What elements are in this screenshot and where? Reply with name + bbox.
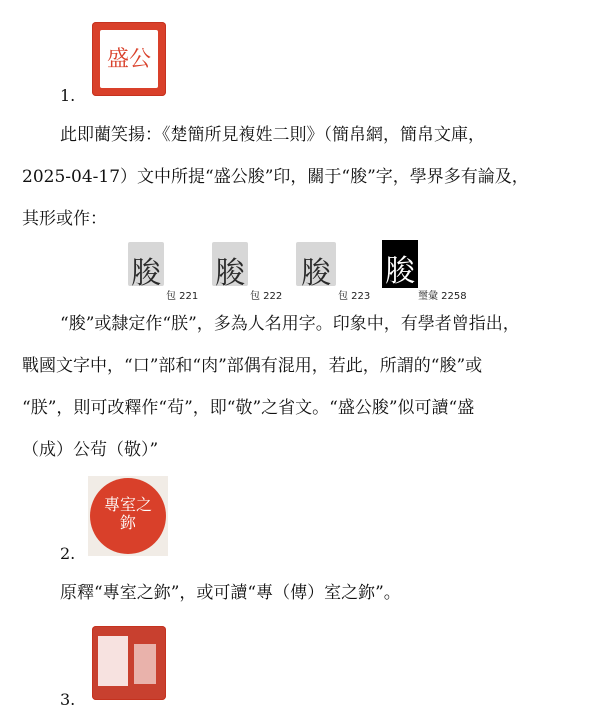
glyph-image-1 [128,242,164,291]
item-number-1: 1. [60,86,76,105]
glyph-image-4 [382,240,418,288]
glyph-image-3 [296,242,336,291]
glyph-char-2: 脧 [215,256,245,291]
glyph-char-3: 脧 [301,256,331,291]
glyph-label-3: 包 223 [338,291,371,302]
seal-1-text: 盛公 [106,47,151,72]
paragraph-2-line-3: “朕”，則可改釋作“茍”，即“敬”之省文。“盛公脧”似可讀“盛 [22,398,475,418]
item-number-2: 2. [60,544,76,563]
glyph-label-1: 包 221 [166,291,199,302]
paragraph-1-line-1: 此即藺笑揚：《楚簡所見複姓二則》（簡帛網，簡帛文庫， [60,125,485,145]
paragraph-3-line-1: 原釋“專室之鉨”，或可讀“專（傳）室之鉨”。 [60,583,401,603]
seal-image-3 [92,626,166,700]
glyph-char-1: 脧 [131,256,161,291]
seal-image-2 [88,476,168,556]
paragraph-1-line-3: 其形或作： [22,209,107,229]
glyph-label-4: 璽彙 2258 [418,291,467,302]
paragraph-1-line-2: 2025-04-17）文中所提“盛公脧”印，關于“脧”字，學界多有論及， [22,167,529,187]
item-number-3: 3. [60,690,76,709]
seal-2-text: 專室之鉨 [103,495,152,532]
glyph-label-2: 包 222 [250,291,283,302]
glyph-char-4: 脧 [385,254,415,289]
seal-image-1 [92,22,166,96]
paragraph-2-line-1: “脧”或隸定作“朕”，多為人名用字。印象中，有學者曾指出， [60,314,520,334]
paragraph-2-line-2: 戰國文字中，“口”部和“肉”部偶有混用，若此，所謂的“脧”或 [22,356,483,376]
paragraph-2-line-4: （成）公茍（敬）” [22,440,159,460]
glyph-image-2 [212,242,248,291]
